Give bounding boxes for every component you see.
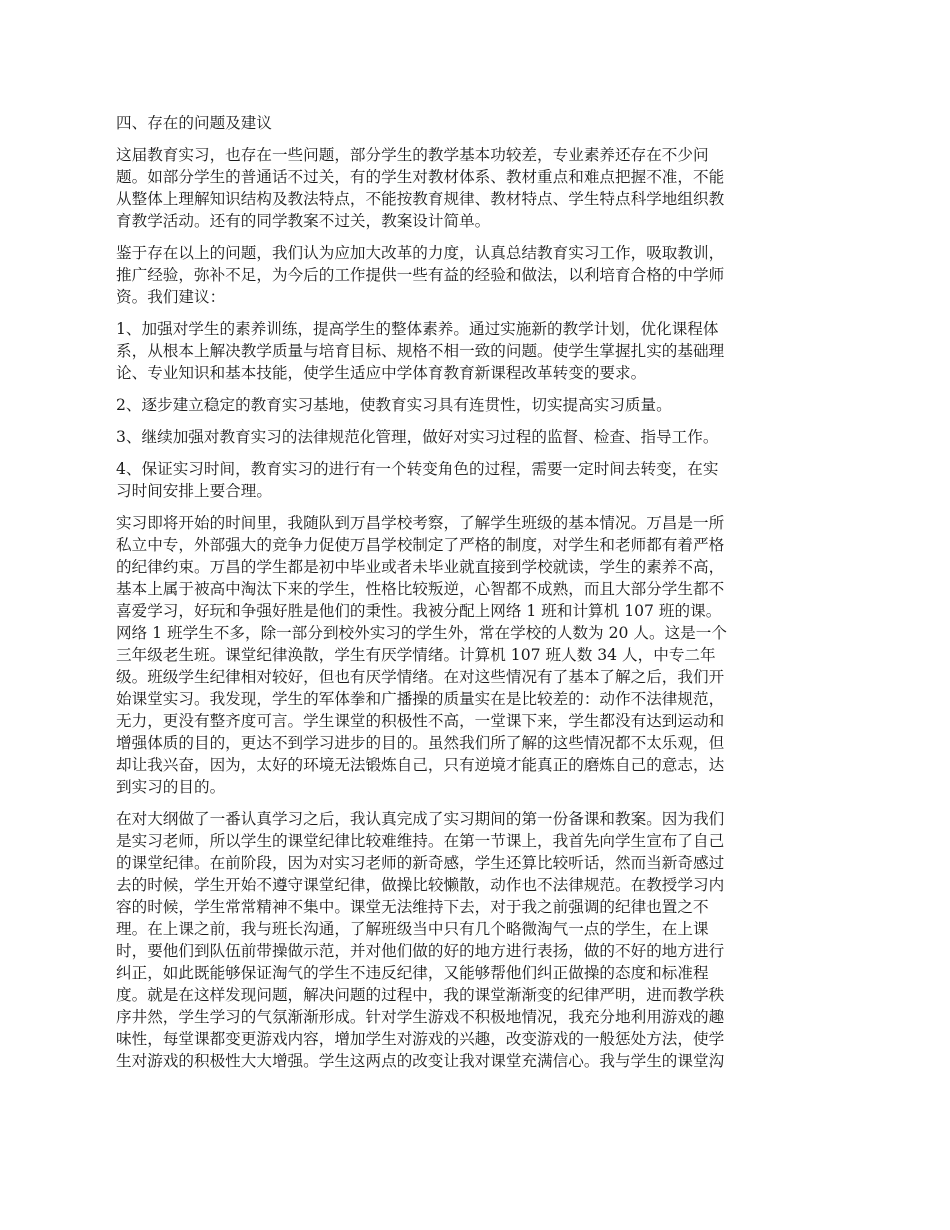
suggestion-item-2: 2、逐步建立稳定的教育实习基地，使教育实习具有连贯性，切实提高实习质量。 — [116, 396, 672, 414]
section-heading: 四、存在的问题及建议 — [116, 114, 272, 132]
paragraph-school-situation: 实习即将开始的时间里，我随队到万昌学校考察，了解学生班级的基本情况。万昌是一所 私立中专，外部强大的竞争力促使万昌学校制定了严格的制度，对学生和老师都有着严格 的纪律约束。万昌的学生都是初中毕业或者未毕业就直接到学校就读，学生的素养不高， 基本上属于被高中淘汰下来的学生，性格比较叛逆，心智都不成熟，而且大部分学生都不 喜爱学习，好玩和争强好胜是他们的秉性。我被分配上网络 1 班和计算机 107 班的课。 网络 1 班学生不多，除一部分到校外实习的学生外，常在学校的人数为 20 人。这是一个 三年级老生班。课堂纪律涣散，学生有厌学情绪。计算机 107 班人数 34 人，中专二年 级。班级学生纪律相对较好，但也有厌学情绪。在对这些情况有了基本了解之后，我们开 始课堂实习。我发现，学生的军体拳和广播操的质量实在是比较差的：动作不法律规范， 无力，更没有整齐度可言。学生课堂的积极性不高，一堂课下来，学生都没有达到运动和 增强体质的目的，更达不到学习进步的目的。虽然我们所了解的这些情况都不太乐观，但 却让我兴奋，因为，太好的环境无法锻炼自己，只有逆境才能真正的磨炼自己的意志，达 到实习的目的。 — [116, 514, 727, 796]
suggestion-item-3: 3、继续加强对教育实习的法律规范化管理，做好对实习过程的监督、检查、指导工作。 — [116, 428, 719, 446]
paragraph-suggestions-intro: 鉴于存在以上的问题，我们认为应加大改革的力度，认真总结教育实习工作，吸取教训， 推广经验，弥补不足，为今后的工作提供一些有益的经验和做法，以利培育合格的中学师 资。我们建议： — [116, 244, 725, 306]
suggestion-item-4: 4、保证实习时间，教育实习的进行有一个转变角色的过程，需要一定时间去转变，在实 习时间安排上要合理。 — [116, 460, 719, 500]
document-body — [116, 112, 832, 1082]
paragraph-problems: 这届教育实习，也存在一些问题，部分学生的教学基本功较差，专业素养还存在不少问 题。如部分学生的普通话不过关，有的学生对教材体系、教材重点和难点把握不准，不能 从整体上理解知识结构及教法特点，不能按教育规律、教材特点、学生特点科学地组织教 育教学活动。还有的同学教案不过关，教案设计简单。 — [116, 146, 725, 230]
suggestion-item-1: 1、加强对学生的素养训练，提高学生的整体素养。通过实施新的教学计划，优化课程体 系，从根本上解决教学质量与培育目标、规格不相一致的问题。使学生掌握扎实的基础理 论、专业知识和基本技能，使学生适应中学体育教育新课程改革转变的要求。 — [116, 320, 725, 382]
paragraph-lesson-experience: 在对大纲做了一番认真学习之后，我认真完成了实习期间的第一份备课和教案。因为我们 是实习老师，所以学生的课堂纪律比较难维持。在第一节课上，我首先向学生宣布了自己 的课堂纪律。在前阶段，因为对实习老师的新奇感，学生还算比较听话，然而当新奇感过 去的时候，学生开始不遵守课堂纪律，做操比较懒散，动作也不法律规范。在教授学习内 容的时候，学生常常精神不集中。课堂无法维持下去，对于我之前强调的纪律也置之不 理。在上课之前，我与班长沟通，了解班级当中只有几个略微淘气一点的学生，在上课 时，要他们到队伍前带操做示范，并对他们做的好的地方进行表扬，做的不好的地方进行 纠正，如此既能够保证淘气的学生不违反纪律，又能够帮他们纠正做操的态度和标准程 度。就是在这样发现问题，解决问题的过程中，我的课堂渐渐变的纪律严明，进而教学秩 序井然，学生学习的气氛渐渐形成。针对学生游戏不积极地情况，我充分地利用游戏的趣 味性，每堂课都变更游戏内容，增加学生对游戏的兴趣，改变游戏的一般惩处方法，使学 生对游戏的积极性大大增强。学生这两点的改变让我对课堂充满信心。我与学生的课堂沟 — [116, 810, 725, 1070]
